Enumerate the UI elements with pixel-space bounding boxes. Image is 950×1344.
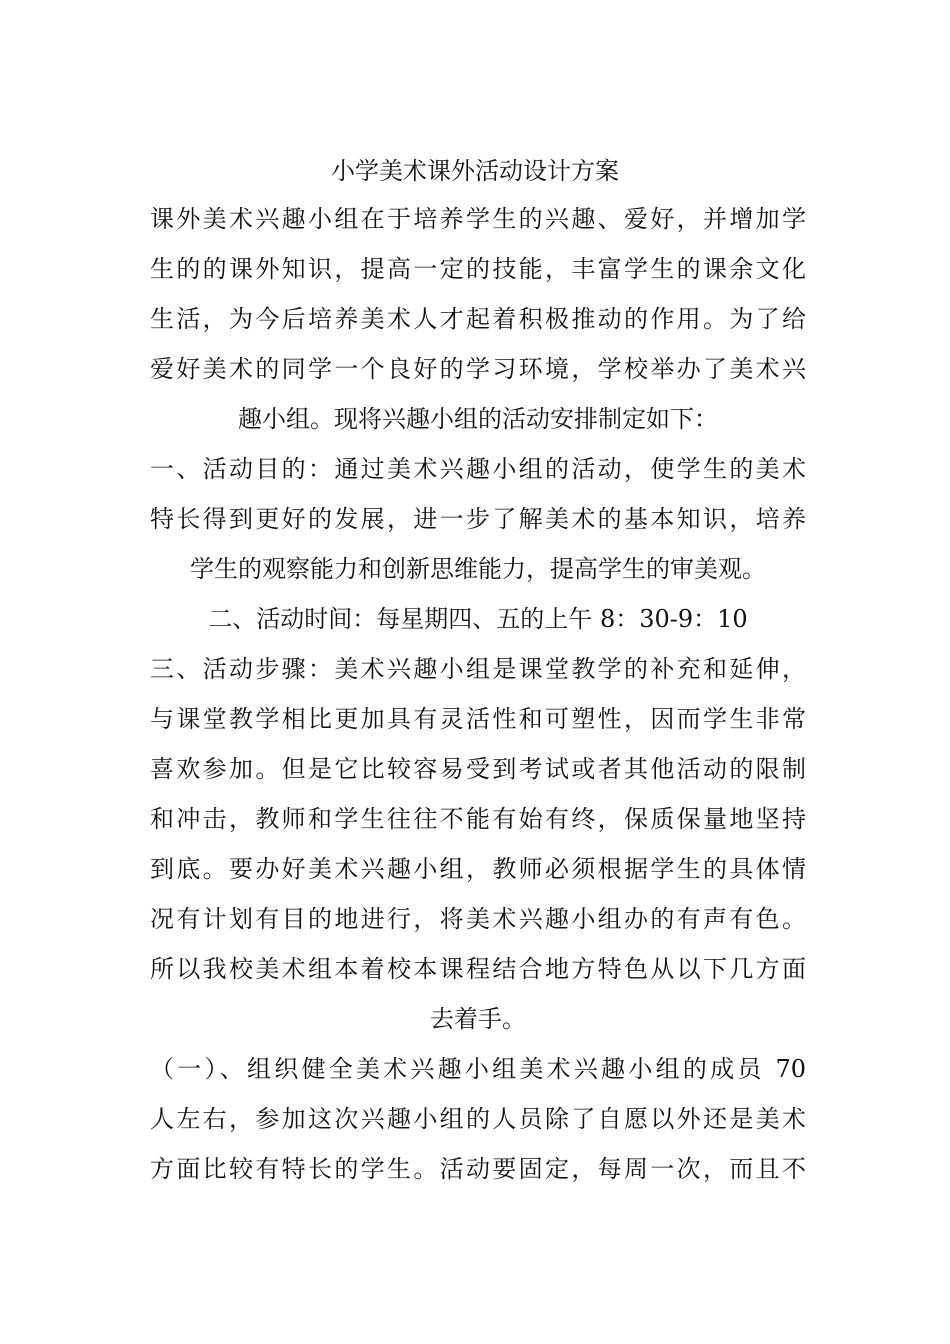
paragraph-line: 三、活动步骤：美术兴趣小组是课堂教学的补充和延伸， (150, 655, 806, 683)
paragraph-line: 况有计划有目的地进行，将美术兴趣小组办的有声有色。 (150, 905, 806, 933)
paragraph-line: 所以我校美术组本着校本课程结合地方特色从以下几方面 (150, 955, 806, 983)
paragraph-line: 二、活动时间：每星期四、五的上午 8：30-9：10 (208, 605, 748, 633)
document-title: 小学美术课外活动设计方案 (331, 157, 619, 185)
paragraph-line: 趣小组。现将兴趣小组的活动安排制定如下： (238, 405, 718, 433)
paragraph-line: 喜欢参加。但是它比较容易受到考试或者其他活动的限制 (150, 755, 806, 783)
paragraph-line: 到底。要办好美术兴趣小组，教师必须根据学生的具体情 (150, 855, 806, 883)
paragraph-line: （一）、组织健全美术兴趣小组美术兴趣小组的成员 70 (150, 1055, 806, 1083)
paragraph-line: 方面比较有特长的学生。活动要固定，每周一次，而且不 (150, 1155, 806, 1183)
paragraph-line: 爱好美术的同学一个良好的学习环境，学校举办了美术兴 (150, 355, 806, 383)
paragraph-line: 去着手。 (430, 1005, 526, 1033)
paragraph-line: 生活，为今后培养美术人才起着积极推动的作用。为了给 (150, 305, 806, 333)
paragraph-line: 课外美术兴趣小组在于培养学生的兴趣、爱好，并增加学 (150, 205, 806, 233)
paragraph-line: 与课堂教学相比更加具有灵活性和可塑性，因而学生非常 (150, 705, 806, 733)
paragraph-line: 生的的课外知识，提高一定的技能，丰富学生的课余文化 (150, 255, 806, 283)
paragraph-line: 学生的观察能力和创新思维能力，提高学生的审美观。 (190, 555, 766, 583)
paragraph-line: 一、活动目的：通过美术兴趣小组的活动，使学生的美术 (150, 455, 806, 483)
paragraph-line: 和冲击，教师和学生往往不能有始有终，保质保量地坚持 (150, 805, 806, 833)
paragraph-line: 人左右，参加这次兴趣小组的人员除了自愿以外还是美术 (150, 1105, 806, 1133)
paragraph-line: 特长得到更好的发展，进一步了解美术的基本知识，培养 (150, 505, 806, 533)
